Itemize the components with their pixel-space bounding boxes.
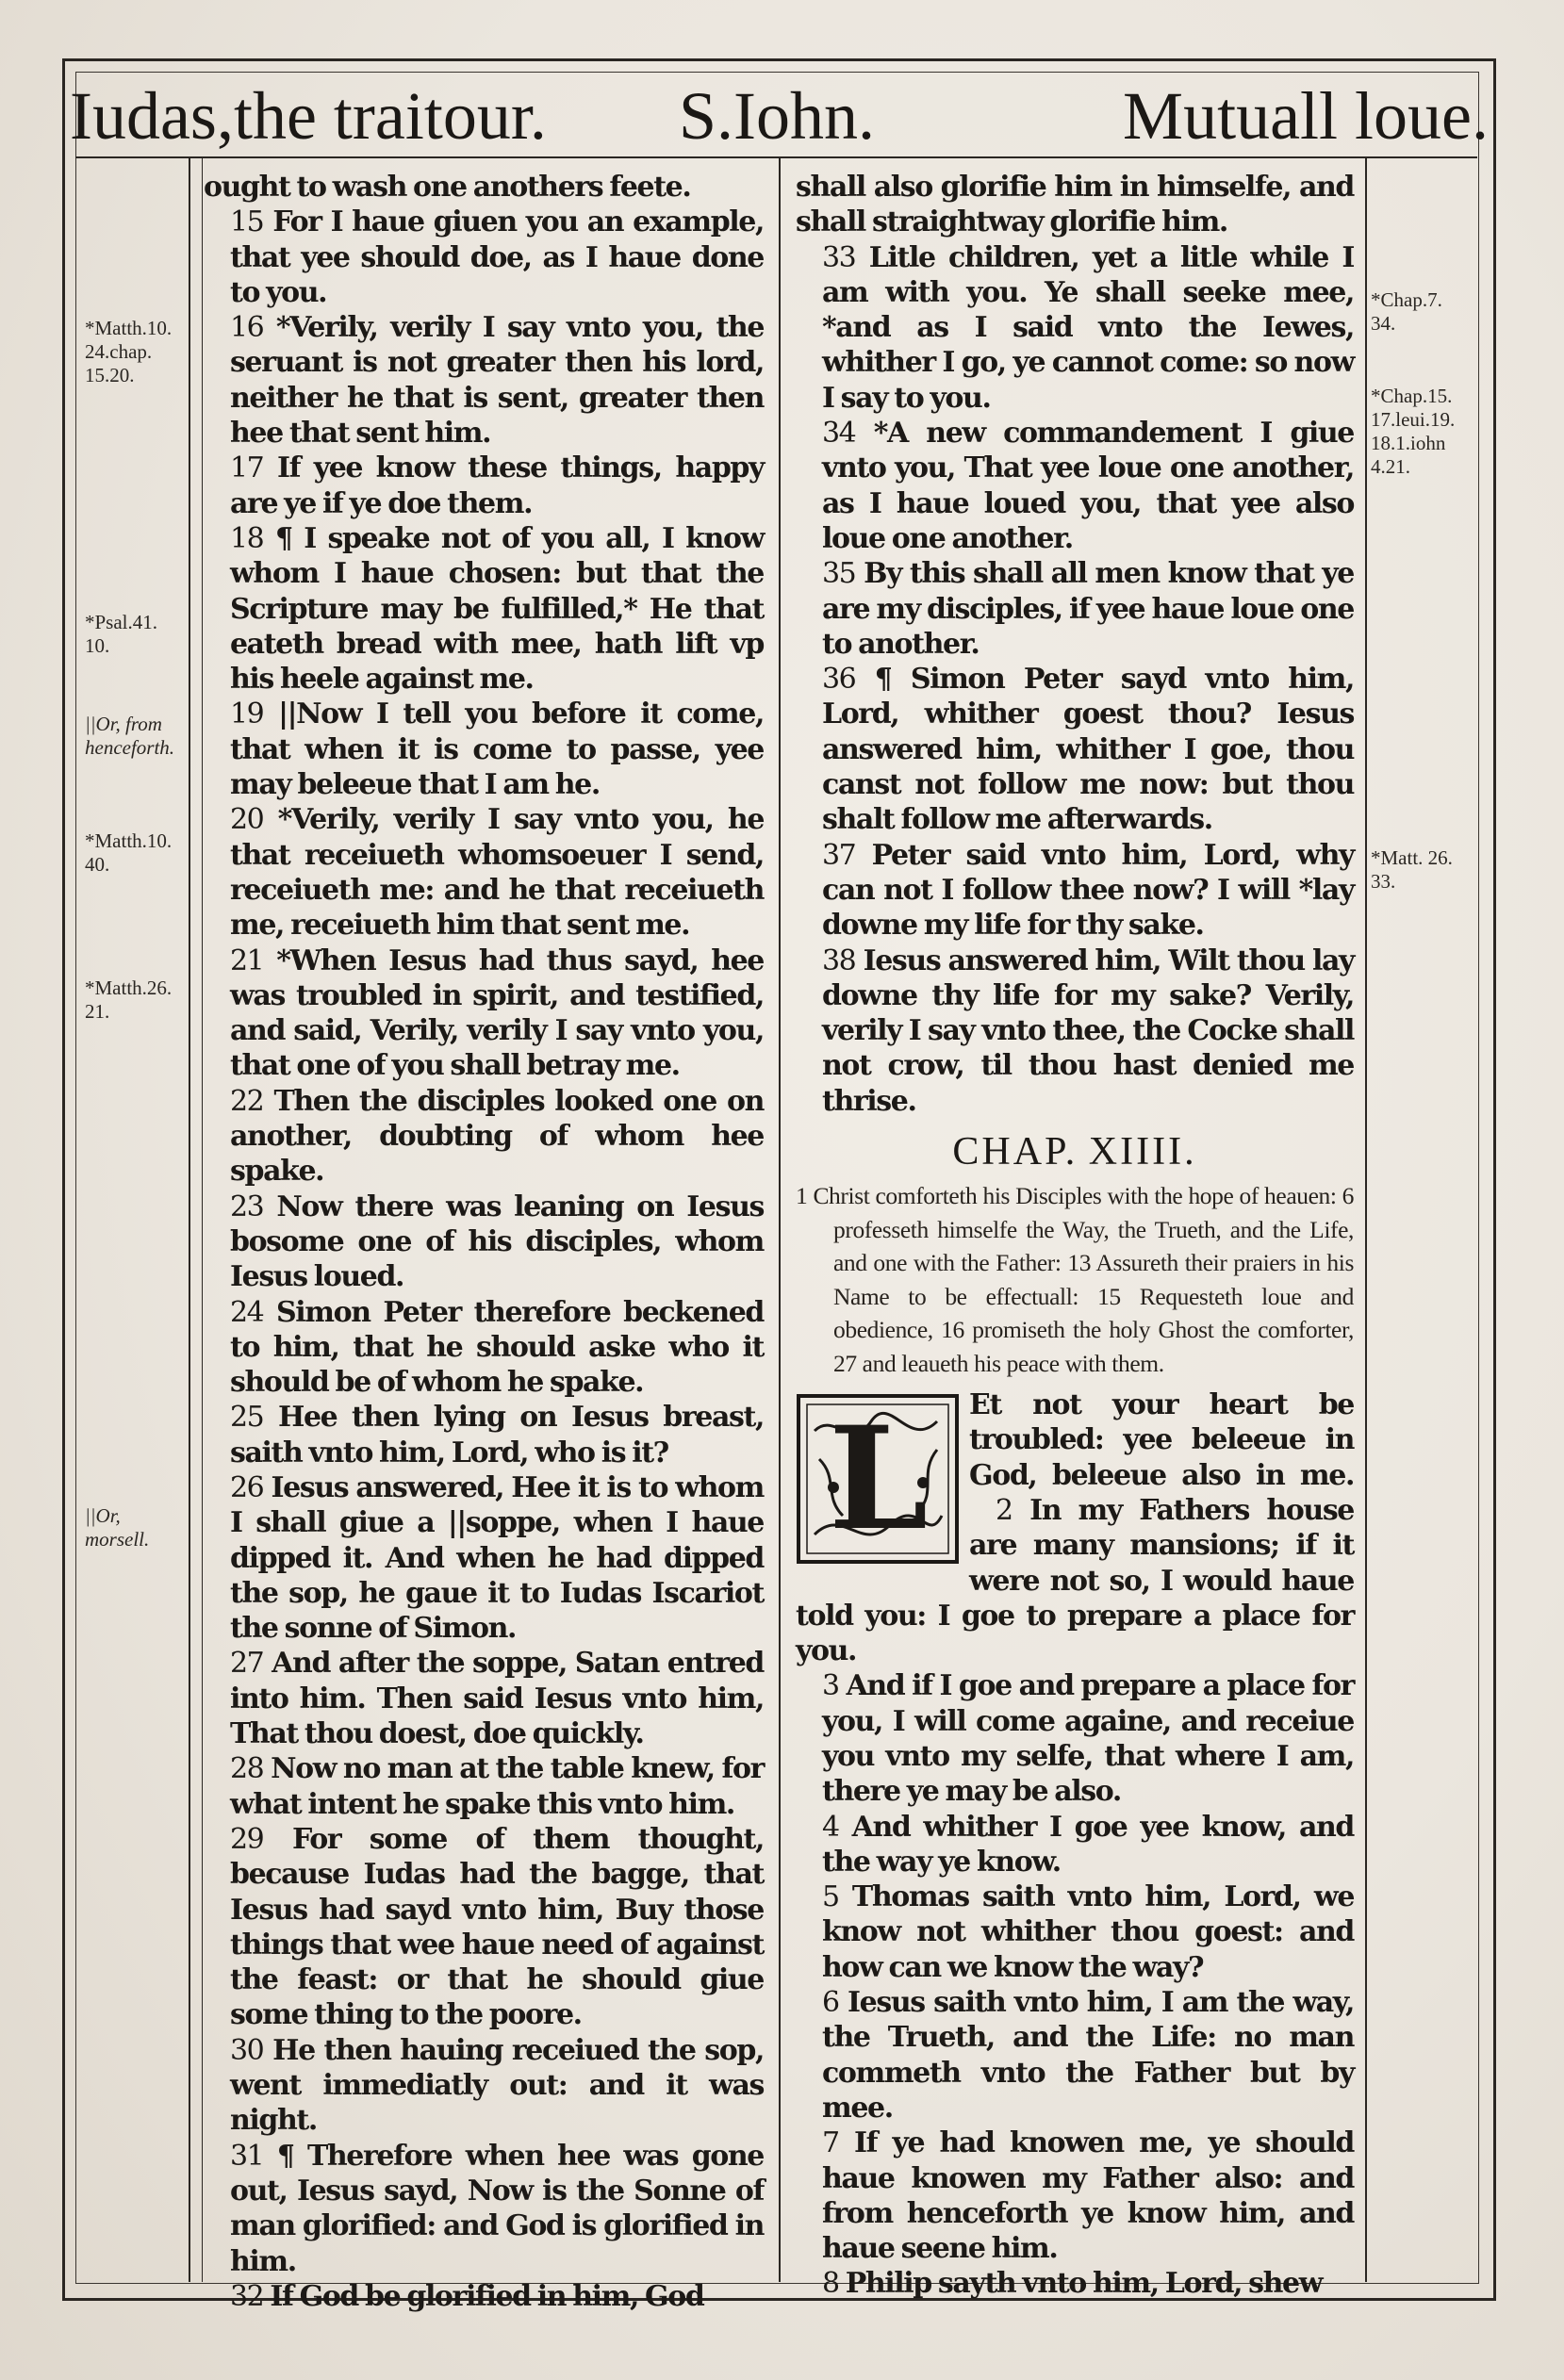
verse: 8 Philip sayth vnto him, Lord, shew — [822, 2267, 1323, 2301]
verse: 31 ¶ Therefore when hee was gone out, Iesus sayd, Now is the Sonne of man glorified: and God is glorified in him. — [230, 2139, 764, 2278]
center-rule — [779, 158, 781, 2282]
right-margin-rule — [1365, 158, 1367, 2282]
margin-note: ||Or, from henceforth. — [85, 713, 175, 759]
verse-number: 15 — [230, 205, 264, 239]
verse: 38 Iesus answered him, Wilt thou lay downe thy life for my sake? Verily, verily I say vnto thee, the Cocke shall not crow, til thou hast denied me thrise. — [822, 944, 1355, 1118]
verse-number: 30 — [230, 2033, 264, 2067]
verse: 22 Then the disciples looked one on another, doubting of whom hee spake. — [230, 1084, 764, 1189]
dropcap-letter: L — [828, 1396, 928, 1563]
verse-number: 8 — [822, 2267, 839, 2301]
verse-number: 31 — [230, 2139, 264, 2173]
verse-number: 6 — [822, 1986, 839, 2020]
verse-number: 27 — [230, 1647, 264, 1681]
verse-number: 35 — [822, 557, 856, 591]
verse: 27 And after the soppe, Satan entred into him. Then said Iesus vnto him, That thou doest, doe quickly. — [230, 1647, 765, 1751]
margin-note: ||Or, morsell. — [85, 1504, 150, 1551]
chapter-heading: CHAP. XIIII. — [952, 1130, 1197, 1174]
verse: 19 ||Now I tell you before it come, that when it is come to passe, yee may beleeue that I am he. — [230, 698, 764, 802]
verse-number: 34 — [822, 417, 856, 451]
margin-note: *Matth.10. 40. — [85, 829, 173, 876]
margin-note: *Matth.10. 24.chap. 15.20. — [85, 317, 173, 386]
left-margin-rule-inner — [202, 158, 203, 2282]
verse: 6 Iesus saith vnto him, I am the way, the Trueth, and the Life: no man commeth vnto the Father but by mee. — [822, 1986, 1355, 2125]
ornamental-initial — [796, 1393, 960, 1565]
verse-number: 33 — [822, 240, 856, 274]
running-head-right: Mutuall loue. — [1123, 78, 1489, 154]
verse-number: 37 — [822, 838, 856, 872]
verse-number: 26 — [230, 1470, 264, 1504]
verse: ought to wash one anothers feete. — [204, 171, 691, 204]
verse: 18 ¶ I speake not of you all, I know whom I haue chosen: but that the Scripture may be fulfilled,* He that eateth bread with mee, hath lift vp his heele against me. — [230, 521, 765, 697]
margin-note: *Chap.15. 17.leui.19. 18.1.iohn 4.21. — [1371, 385, 1456, 478]
margin-note: *Chap.7. 34. — [1371, 288, 1442, 335]
verse-number: 21 — [230, 944, 264, 977]
verse: 28 Now no man at the table knew, for what intent he spake this vnto him. — [230, 1752, 764, 1821]
verse-number: 20 — [230, 803, 264, 837]
verse-number: 29 — [230, 1822, 264, 1856]
verse-number: 3 — [822, 1669, 839, 1703]
verse-number: 38 — [822, 944, 856, 977]
verse: 30 He then hauing receiued the sop, went immediatly out: and it was night. — [230, 2033, 764, 2138]
verse-number: 5 — [822, 1880, 839, 1914]
verse: 3 And if I goe and prepare a place for you, I will come againe, and receiue you vnto my selfe, that where I am, there ye may be also. — [822, 1669, 1354, 1809]
verse: 35 By this shall all men know that ye are my disciples, if yee haue loue one to another. — [822, 557, 1354, 661]
verse: 4 And whither I goe yee know, and the way ye know. — [822, 1810, 1355, 1879]
margin-note: *Matt. 26. 33. — [1371, 846, 1453, 893]
verse: 17 If yee know these things, happy are ye if ye doe them. — [230, 451, 765, 520]
chapter-argument: 1 Christ comforteth his Disciples with the hope of heauen: 6 professeth himselfe the Way, the Trueth, and the Life, and one with the Father: 13 Assureth their praiers in his Name to be effectuall: 15 Requesteth loue and obedience, 16 promiseth the holy Ghost the comforter, 27 and leaueth his peace with them. — [796, 1182, 1354, 1377]
verse-number: 28 — [230, 1752, 264, 1786]
text-column-left — [204, 170, 764, 2314]
margin-note: *Matth.26. 21. — [85, 977, 173, 1023]
verse: 25 Hee then lying on Iesus breast, saith vnto him, Lord, who is it? — [230, 1401, 765, 1469]
verse: 15 For I haue giuen you an example, that yee should doe, as I haue done to you. — [230, 205, 765, 309]
verse: 32 If God be glorified in him, God — [230, 2279, 704, 2313]
verse-number: 24 — [230, 1295, 264, 1329]
verse-number: 2 — [996, 1493, 1012, 1527]
verse-1: Et not your heart be troubled: yee beleeue in God, beleeue also in me. — [969, 1388, 1354, 1492]
verse: 16 *Verily, verily I say vnto you, the seruant is not greater then his lord, neither he that is sent, greater then hee that sent him. — [230, 311, 764, 451]
running-head-book: S.Iohn. — [679, 78, 876, 154]
verse: 26 Iesus answered, Hee it is to whom I shall giue a ||soppe, when I haue dipped it. And when he had dipped the sop, he gaue it to Iudas Iscariot the sonne of Simon. — [230, 1470, 765, 1646]
verse: 2 In my Fathers house are many mansions; if it were not so, I would haue told you: I goe to prepare a place for you. — [796, 1493, 1354, 1668]
verse: 29 For some of them thought, because Iudas had the bagge, that Iesus had sayd vnto him, Buy those things that wee haue need of against the feast: or that he should giue some thing to the poore. — [230, 1822, 765, 2032]
verse-number: 19 — [230, 698, 264, 731]
margin-note: *Psal.41. 10. — [85, 611, 158, 657]
verse-number: 32 — [230, 2279, 264, 2313]
left-margin-rule — [189, 158, 190, 2282]
text-column-right — [796, 170, 1354, 2302]
verse: 36 ¶ Simon Peter sayd vnto him, Lord, whither goest thou? Iesus answered him, whither I goe, thou canst not follow me now: but thou shalt follow me afterwards. — [822, 663, 1354, 837]
verse-number: 22 — [230, 1084, 264, 1118]
verse-number: 4 — [822, 1810, 839, 1844]
verse-number: 23 — [230, 1190, 264, 1223]
verse-number: 16 — [230, 311, 264, 345]
verse: 34 *A new commandement I giue vnto you, That yee loue one another, as I haue loued you, that yee also loue one another. — [822, 417, 1354, 555]
verse-number: 36 — [822, 663, 856, 697]
verse: 33 Litle children, yet a litle while I am with you. Ye shall seeke mee, *and as I said vnto the Iewes, whither I go, ye cannot come: so now I say to you. — [822, 240, 1354, 415]
verse: 7 If ye had knowen me, ye should haue knowen my Father also: and from henceforth ye know him, and haue seene him. — [822, 2126, 1355, 2266]
verse-number: 17 — [230, 451, 264, 485]
verse: shall also glorifie him in himselfe, and shall straightway glorifie him. — [796, 171, 1354, 239]
verse: 37 Peter said vnto him, Lord, why can not I follow thee now? I will *lay downe my life for thy sake. — [822, 838, 1355, 943]
running-head-left: Iudas,the traitour. — [70, 78, 547, 154]
chapter-body — [796, 1387, 1354, 1668]
verse: 5 Thomas saith vnto him, Lord, we know not whither thou goest: and how can we know the way? — [822, 1880, 1355, 1984]
verse: 24 Simon Peter therefore beckened to him, that he should aske who it should be of whom he spake. — [230, 1295, 764, 1400]
verse-number: 18 — [230, 521, 264, 555]
verse-number: 25 — [230, 1401, 264, 1435]
verse: 21 *When Iesus had thus sayd, hee was troubled in spirit, and testified, and said, Verily, verily I say vnto you, that one of you shall betray me. — [230, 944, 764, 1083]
verse-number: 7 — [822, 2126, 839, 2160]
verse: 20 *Verily, verily I say vnto you, he that receiueth whomsoeuer I send, receiueth me: and he that receiueth me, receiueth him that sent me. — [230, 803, 765, 943]
verse: 23 Now there was leaning on Iesus bosome one of his disciples, whom Iesus loued. — [230, 1190, 765, 1294]
